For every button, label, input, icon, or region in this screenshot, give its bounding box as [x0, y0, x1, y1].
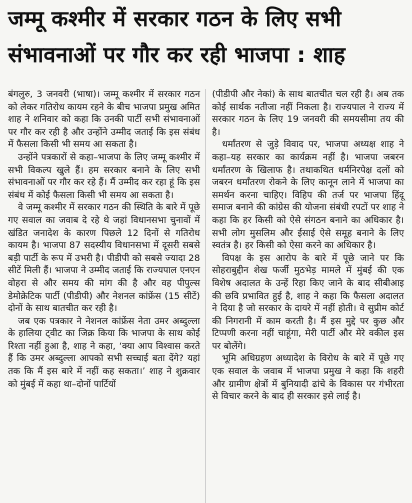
paragraph: विपक्ष के इस आरोप के बारे में पूछे जाने पर कि सोहराबुद्दीन शेख फर्जी मुठभेड़ मामले में मुंबई की एक विशेष अदालत के उन्हें रिहा किए जाने के बाद सीबीआइ की छवि प्रभावित हुई है, शाह ने कहा कि फैसला अदालत ने दिया है जो सरकार के दायरे में नहीं होती। वे सुप्रीम कोर्ट की निगरानी में काम करती है। मैं इस मुद्दे पर कुछ और टिप्पणी करना नहीं चाहूंगा, मेरी पार्टी और मेरे वकील इस पर बोलेंगे।: [212, 253, 404, 352]
paragraph: जब एक पत्रकार ने नेशनल कांफ्रेंस नेता उमर अब्दुल्ला के हालिया ट्वीट का जिक्र किया कि भाजपा के साथ कोई रिश्ता नहीं हुआ है, शाह ने कहा, ‘क्या आप विश्वास करते हैं कि उमर अब्दुल्ला आपको सभी सच्चाई बता देंगे? यहां तक कि मैं इस बारे में नहीं कह सकता।’ शाह ने शुक्रवार को मुंबई में कहा था–दोनों पार्टियों: [8, 316, 200, 390]
left-column: [4, 89, 206, 503]
paragraph: धर्मांतरण से जुड़े विवाद पर, भाजपा अध्यक्ष शाह ने कहा–यह सरकार का कार्यक्रम नहीं है। भाजपा जबरन धर्मांतरण के खिलाफ है। तथाकथित धर्मनिरपेक्ष दलों को जबरन धर्मांतरण रोकने के लिए कानून लाने में भाजपा का समर्थन करना चाहिए। विहिप की तर्ज पर भाजपा हिंदू समाज बनाने की कांग्रेस की योजना संबंधी रपटों पर शाह ने कहा कि हर किसी को ऐसे संगठन बनाने का अधिकार है। सभी लोग मुसलिम और ईसाई ऐसे समूह बनाने के लिए स्वतंत्र है। हर किसी को ऐसा करने का अधिकार है।: [212, 140, 404, 252]
paragraph: (पीडीपी और नेकां) के साथ बातचीत चल रही है। अब तक कोई सार्थक नतीजा नहीं निकला है। राज्यपाल ने राज्य में सरकार गठन के लिए 19 जनवरी की समयसीमा तय की है।: [212, 90, 404, 138]
paragraph: वे जम्मू कश्मीर में सरकार गठन की स्थिति के बारे में पूछे गए सवाल का जवाब दे रहे थे जहां विधानसभा चुनावों में खंडित जनादेश के कारण पिछले 12 दिनों से गतिरोध कायम है। भाजपा 87 सदस्यीय विधानसभा में दूसरी सबसे बड़ी पार्टी के रूप में उभरी है। पीडीपी को सबसे ज्यादा 28 सीटें मिली हैं। भाजपा ने उम्मीद जताई कि राज्यपाल एनएन वोहरा से और समय की मांग की है और वह पीपुल्स डेमोक्रेटिक पार्टी (पीडीपी) और नेशनल कांफ्रेंस (15 सीटें) दोनों के साथ बातचीत कर रही है।: [8, 203, 200, 315]
paragraph: भूमि अधिग्रहण अध्यादेश के विरोध के बारे में पूछे गए एक सवाल के जवाब में भाजपा प्रमुख ने कहा कि शहरी और ग्रामीण क्षेत्रों में बुनियादी ढांचे के विकास पर गंभीरता से विचार करने के बाद ही सरकार इसे लाई है।: [212, 354, 404, 403]
article-headline: जम्मू कश्मीर में सरकार गठन के लिए सभी संभावनाओं पर गौर कर रही भाजपा : शाह: [8, 7, 346, 68]
right-column: [206, 89, 408, 503]
paragraph: बंगलुरु, 3 जनवरी (भाषा)। जम्मू कश्मीर में सरकार गठन को लेकर गतिरोध कायम रहने के बीच भाजपा प्रमुख अमित शाह ने शनिवार को कहा कि उनकी पार्टी सभी संभावनाओं पर गौर कर रही है और उन्होंने उम्मीद जताई कि इस संबंध में फैसला किसी भी समय आ सकता है।: [8, 90, 200, 151]
paragraph: उन्होंने पत्रकारों से कहा–भाजपा के लिए जम्मू कश्मीर में सभी विकल्प खुले हैं। हम सरकार बनाने के लिए सभी संभावनाओं पर गौर कर रहे हैं। मैं उम्मीद कर रहा हूं कि इस संबंध में कोई फैसला किसी भी समय आ सकता है।: [8, 152, 200, 201]
article-body: [4, 89, 408, 503]
